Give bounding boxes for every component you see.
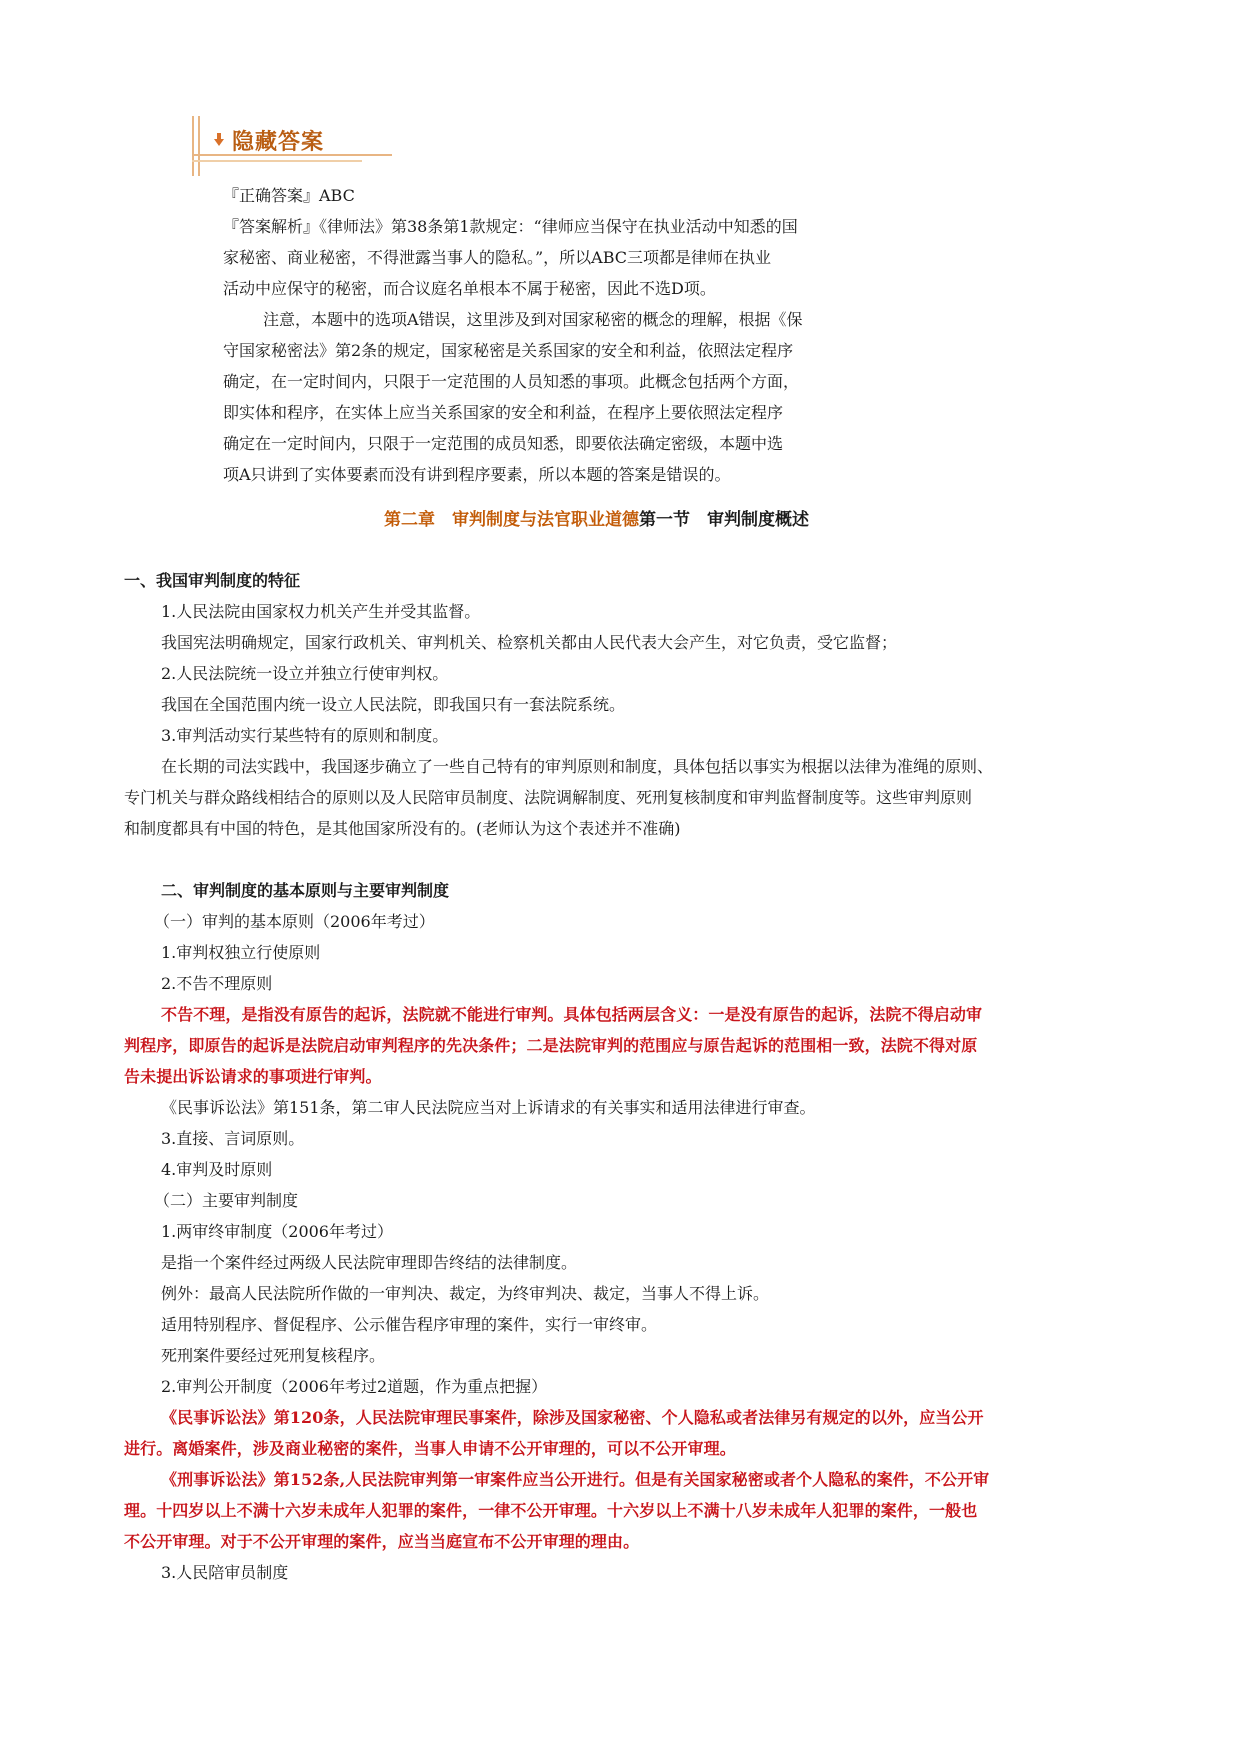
body-line: 2.审判公开制度（2006年考过2道题，作为重点把握） [161,1377,548,1396]
subsection-heading: （一）审判的基本原则（2006年考过） [154,912,435,931]
note-line: 确定在一定时间内，只限于一定范围的成员知悉，即要依法确定密级，本题中选 [223,434,784,453]
body-line: 适用特别程序、督促程序、公示催告程序审理的案件，实行一审终审。 [161,1315,658,1334]
header-divider [192,116,194,176]
body-line: 1.审判权独立行使原则 [161,943,321,962]
chapter-title: 第二章 审判制度与法官职业道德 [384,510,639,530]
section-heading: 二、审判制度的基本原则与主要审判制度 [161,881,450,900]
body-line: 死刑案件要经过死刑复核程序。 [161,1346,386,1365]
analysis-line: 家秘密、商业秘密，不得泄露当事人的隐私。”，所以ABC三项都是律师在执业 [223,248,772,267]
emphasis-line: 《民事诉讼法》第120条，人民法院审理民事案件，除涉及国家秘密、个人隐私或者法律另有规定的以外，应当公开 [161,1408,984,1427]
body-line: 1.人民法院由国家权力机关产生并受其监督。 [161,602,481,621]
correct-answer: 『正确答案』ABC [223,186,355,205]
body-line: 3.直接、言词原则。 [161,1129,305,1148]
subsection-heading: （二）主要审判制度 [154,1191,299,1210]
chapter-heading [384,505,809,535]
body-line: 《民事诉讼法》第151条，第二审人民法院应当对上诉请求的有关事实和适用法律进行审查。 [161,1098,816,1117]
answer-block [223,180,881,490]
emphasis-line: 告未提出诉讼请求的事项进行审判。 [124,1067,382,1086]
body-line: 我国宪法明确规定，国家行政机关、审判机关、检察机关都由人民代表大会产生，对它负责，受它监督； [161,633,898,652]
body-line: 4.审判及时原则 [161,1160,273,1179]
body-line: 3.人民陪审员制度 [161,1563,289,1582]
note-line: 注意，本题中的选项A错误，这里涉及到对国家秘密的概念的理解，根据《保 [263,310,803,329]
emphasis-line: 理。十四岁以上不满十六岁未成年人犯罪的案件，一律不公开审理。十六岁以上不满十八岁未成年人犯罪的案件，一般也 [124,1501,978,1520]
emphasis-line: 不公开审理。对于不公开审理的案件，应当当庭宣布不公开审理的理由。 [124,1532,640,1551]
body-line: 1.两审终审制度（2006年考过） [161,1222,393,1241]
arrow-down-icon [214,133,224,146]
body-line: 专门机关与群众路线相结合的原则以及人民陪审员制度、法院调解制度、死刑复核制度和审判监督制度等。这些审判原则 [124,788,973,807]
section-title: 第一节 审判制度概述 [639,510,809,530]
note-line: 项A只讲到了实体要素而没有讲到程序要素，所以本题的答案是错误的。 [223,465,731,484]
body-line: 在长期的司法实践中，我国逐步确立了一些自己特有的审判原则和制度，具体包括以事实为根据以法律为准绳的原则、 [161,757,994,776]
body-line: 2.人民法院统一设立并独立行使审判权。 [161,664,449,683]
emphasis-line: 判程序，即原告的起诉是法院启动审判程序的先决条件；二是法院审判的范围应与原告起诉的范围相一致，法院不得对原 [124,1036,978,1055]
header-divider [192,160,362,162]
body-line: 2.不告不理原则 [161,974,273,993]
emphasis-line: 不告不理，是指没有原告的起诉，法院就不能进行审判。具体包括两层含义：一是没有原告的起诉，法院不得启动审 [161,1005,983,1024]
analysis-line: 活动中应保守的秘密，而合议庭名单根本不属于秘密，因此不选D项。 [223,279,716,298]
section-heading: 一、我国审判制度的特征 [124,571,301,590]
hide-answer-title[interactable]: 隐藏答案 [232,130,325,155]
header-divider [198,116,200,176]
body-line: 例外：最高人民法院所作做的一审判决、裁定，为终审判决、裁定，当事人不得上诉。 [161,1284,770,1303]
body-line: 3.审判活动实行某些特有的原则和制度。 [161,726,449,745]
emphasis-line: 《刑事诉讼法》第152条,人民法院审判第一审案件应当公开进行。但是有关国家秘密或者个人隐私的案件，不公开审 [161,1470,990,1489]
note-line: 确定，在一定时间内，只限于一定范围的人员知悉的事项。此概念包括两个方面， [223,372,800,391]
note-line: 即实体和程序，在实体上应当关系国家的安全和利益，在程序上要依照法定程序 [223,403,784,422]
emphasis-line: 进行。离婚案件，涉及商业秘密的案件，当事人申请不公开审理的，可以不公开审理。 [124,1439,736,1458]
body-line: 和制度都具有中国的特色，是其他国家所没有的。(老师认为这个表述并不准确) [124,819,681,838]
analysis-line: 『答案解析』《律师法》第38条第1款规定：“律师应当保守在执业活动中知悉的国 [223,217,798,236]
hide-answer-header[interactable] [192,116,392,176]
body-line: 我国在全国范围内统一设立人民法院，即我国只有一套法院系统。 [161,695,626,714]
body-line: 是指一个案件经过两级人民法院审理即告终结的法律制度。 [161,1253,578,1272]
main-body [124,565,1119,1588]
note-line: 守国家秘密法》第2条的规定，国家秘密是关系国家的安全和利益，依照法定程序 [223,341,794,360]
